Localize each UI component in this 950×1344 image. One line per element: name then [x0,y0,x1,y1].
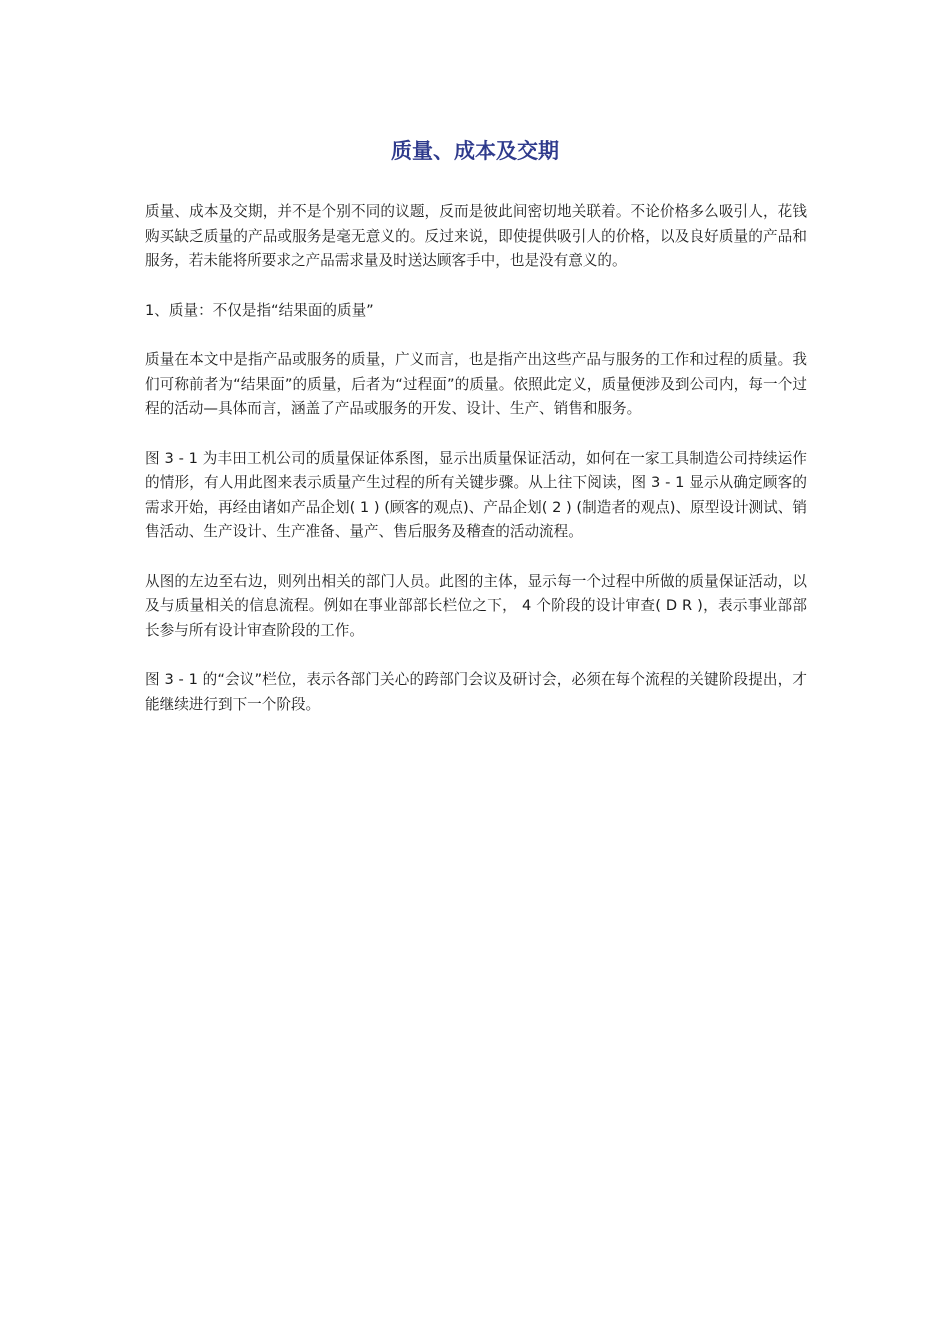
section-heading-quality: 1、质量：不仅是指“结果面的质量” [145,301,374,319]
paragraph-figure-description: 图 3 - 1 为丰田工机公司的质量保证体系图，显示出质量保证活动，如何在一家工具制造公司持续运作的情形，有人用此图来表示质量产生过程的所有关键步骤。从上往下阅读，图 3 - 1 显示从确定顾客的需求开始，再经由诸如产品企划( 1 ) (顾客的观点)、产品企划( 2 ) (制造者的观点)、原型设计测试、销售活动、生产设计、生产准备、量产、售后服务及稽查的活动流程。 [145,449,807,540]
page-title: 质量、成本及交期 [391,139,559,163]
paragraph-quality-definition: 质量在本文中是指产品或服务的质量，广义而言，也是指产出这些产品与服务的工作和过程的质量。我们可称前者为“结果面”的质量，后者为“过程面”的质量。依照此定义，质量便涉及到公司内，每一个过程的活动—具体而言，涵盖了产品或服务的开发、设计、生产、销售和服务。 [145,351,807,417]
paragraph-intro: 质量、成本及交期，并不是个别不同的议题，反而是彼此间密切地关联着。不论价格多么吸引人，花钱购买缺乏质量的产品或服务是毫无意义的。反过来说，即使提供吸引人的价格，以及良好质量的产品和服务，若未能将所要求之产品需求量及时送达顾客手中，也是没有意义的。 [145,203,807,269]
paragraph-meetings: 图 3 - 1 的“会议”栏位，表示各部门关心的跨部门会议及研讨会，必须在每个流程的关键阶段提出，才能继续进行到下一个阶段。 [145,671,807,713]
document-body [145,200,807,742]
paragraph-departments: 从图的左边至右边，则列出相关的部门人员。此图的主体，显示每一个过程中所做的质量保证活动，以及与质量相关的信息流程。例如在事业部部长栏位之下， 4 个阶段的设计审查( D R )，表示事业部部长参与所有设计审查阶段的工作。 [145,572,807,639]
